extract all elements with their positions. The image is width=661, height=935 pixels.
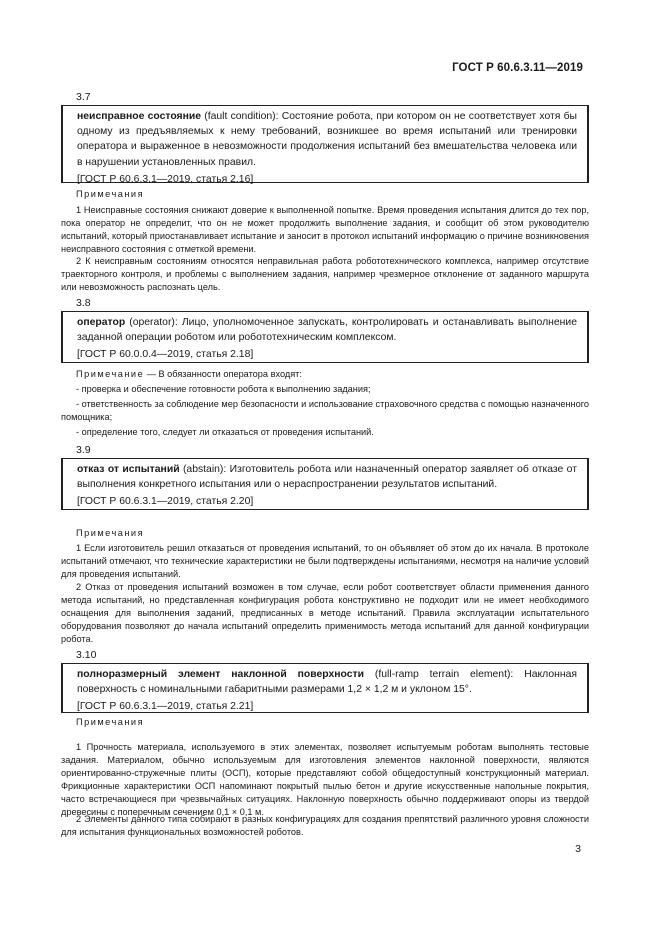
note-paragraph: 1 Неисправные состояния снижают доверие к выполненной попытке. Время проведения испытания длится до тех пор, пока оператор не определит, что он не может продолжить выполнение задания, и сообщит об этом руководителю испытаний, который приостанавливает испытание и заносит в протокол испытаний информацию о причине возникновения неисправного состояния с отметкой времени.: [61, 205, 589, 254]
source-reference: [ГОСТ Р 60.6.3.1—2019, статья 2.20]: [77, 496, 254, 508]
note-paragraph: 1 Прочность материала, используемого в этих элементах, позволяет испытуемым роботам выполнять тестовые задания. Материалом, обычно используемым для изготовления элементов наклонной поверхности, являются ориентированно-стружечные плиты (ОСП), которые представляют собой общедоступный конструкционный материал. Фрикционные характеристики ОСП напоминают покрытый пылью бетон и другие искусственные напольные покрытия, часто встречающиеся при чрезвычайных ситуациях. Наклонную поверхность обычно поддерживают опоры из твердой древесины с поперечным сечением 0,1 × 0,1 м.: [61, 742, 589, 817]
term-definition: [63, 109, 587, 170]
term-name: оператор: [77, 317, 126, 328]
term-name: неисправное состояние: [77, 111, 202, 122]
definition-box: [61, 663, 589, 713]
note-lead: [61, 368, 589, 381]
term-definition: [63, 462, 587, 492]
term-name: отказ от испытаний: [77, 464, 180, 475]
term-definition: [63, 315, 587, 345]
entry-number: 3.10: [76, 649, 97, 661]
source-reference: [ГОСТ Р 60.0.0.4—2019, статья 2.18]: [77, 349, 254, 361]
definition-box: [61, 311, 589, 363]
entry-number: 3.7: [76, 91, 91, 103]
entry-number: 3.8: [76, 297, 91, 309]
note-list-item: - проверка и обеспечение готовности робота к выполнению задания;: [76, 384, 371, 394]
definition-box: [61, 458, 589, 510]
note-paragraph: 2 Отказ от проведения испытаний возможен в том случае, если робот соответствует области применения данного метода испытаний, но представленная конфигурация робота конструктивно не подходит или не имеет необходимого оснащения для выполнения заданий, предписанных в методе испытаний. Правила эксплуатации испытательного оборудования позволяют до начала испытаний определить применимость метода испытаний для данной конфигурации робота.: [61, 582, 589, 644]
definition-text: (full-ramp terrain element): Наклонная поверхность с номинальными габаритными размерами 1,2 × 1,2 м и уклоном 15°.: [77, 669, 577, 696]
note-list-item: - определение того, следует ли отказаться от проведения испытаний.: [76, 427, 374, 437]
note-paragraph: 1 Если изготовитель решил отказаться от проведения испытаний, то он объявляет об этом до их начала. В протоколе испытаний отмечают, что технические характеристики не были подтверждены испытаниями, несмотря на наличие условий для проведения испытаний.: [61, 543, 589, 579]
note-lead-text: — В обязанности оператора входят:: [144, 369, 302, 379]
notes-title: Примечание: [76, 369, 145, 379]
page-number: 3: [575, 843, 581, 855]
definition-box: [61, 105, 589, 183]
entry-number: 3.9: [76, 444, 91, 456]
note-list-item: - ответственность за соблюдение мер безопасности и использование страховочного средства с помощью назначенного помощника;: [61, 399, 589, 422]
source-reference: [ГОСТ Р 60.6.3.1—2019, статья 2.21]: [77, 701, 254, 713]
definition-text: (operator): Лицо, уполномоченное запускать, контролировать и останавливать выполнение заданной операции роботом или робототехническим комплексом.: [77, 317, 577, 344]
note-paragraph: 2 К неисправным состояниям относятся неправильная работа робототехнического комплекса, например отсутствие траекторного контроля, и проблемы с выполнением задания, например чрезмерное отклонение от заданного маршрута или невозможность распознать цель.: [61, 256, 589, 292]
note-paragraph: 2 Элементы данного типа собирают в разных конфигурациях для создания препятствий различного уровня сложности для испытания функциональных возможностей роботов.: [61, 814, 589, 837]
term-definition: [63, 667, 587, 697]
standard-header: ГОСТ Р 60.6.3.11—2019: [452, 62, 583, 74]
definition-text: (abstain): Изготовитель робота или назначенный оператор заявляет об отказе от выполнения конкретного испытания или о нераспространении результатов испытаний.: [77, 464, 577, 491]
notes-title: Примечания: [76, 189, 145, 199]
term-name: полноразмерный элемент наклонной поверхности: [77, 669, 365, 680]
source-reference: [ГОСТ Р 60.6.3.1—2019, статья 2.16]: [77, 173, 254, 185]
notes-title: Примечания: [76, 717, 145, 727]
definition-text: (fault condition): Состояние робота, при котором он не соответствует хотя бы одному из предъявляемых к нему требований, возникшее во время испытаний или тренировки оператора и выраженное в невозможности продолжения испытаний без вмешательства человека или в нарушении установленных правил.: [77, 111, 578, 168]
notes-title: Примечания: [76, 528, 145, 538]
